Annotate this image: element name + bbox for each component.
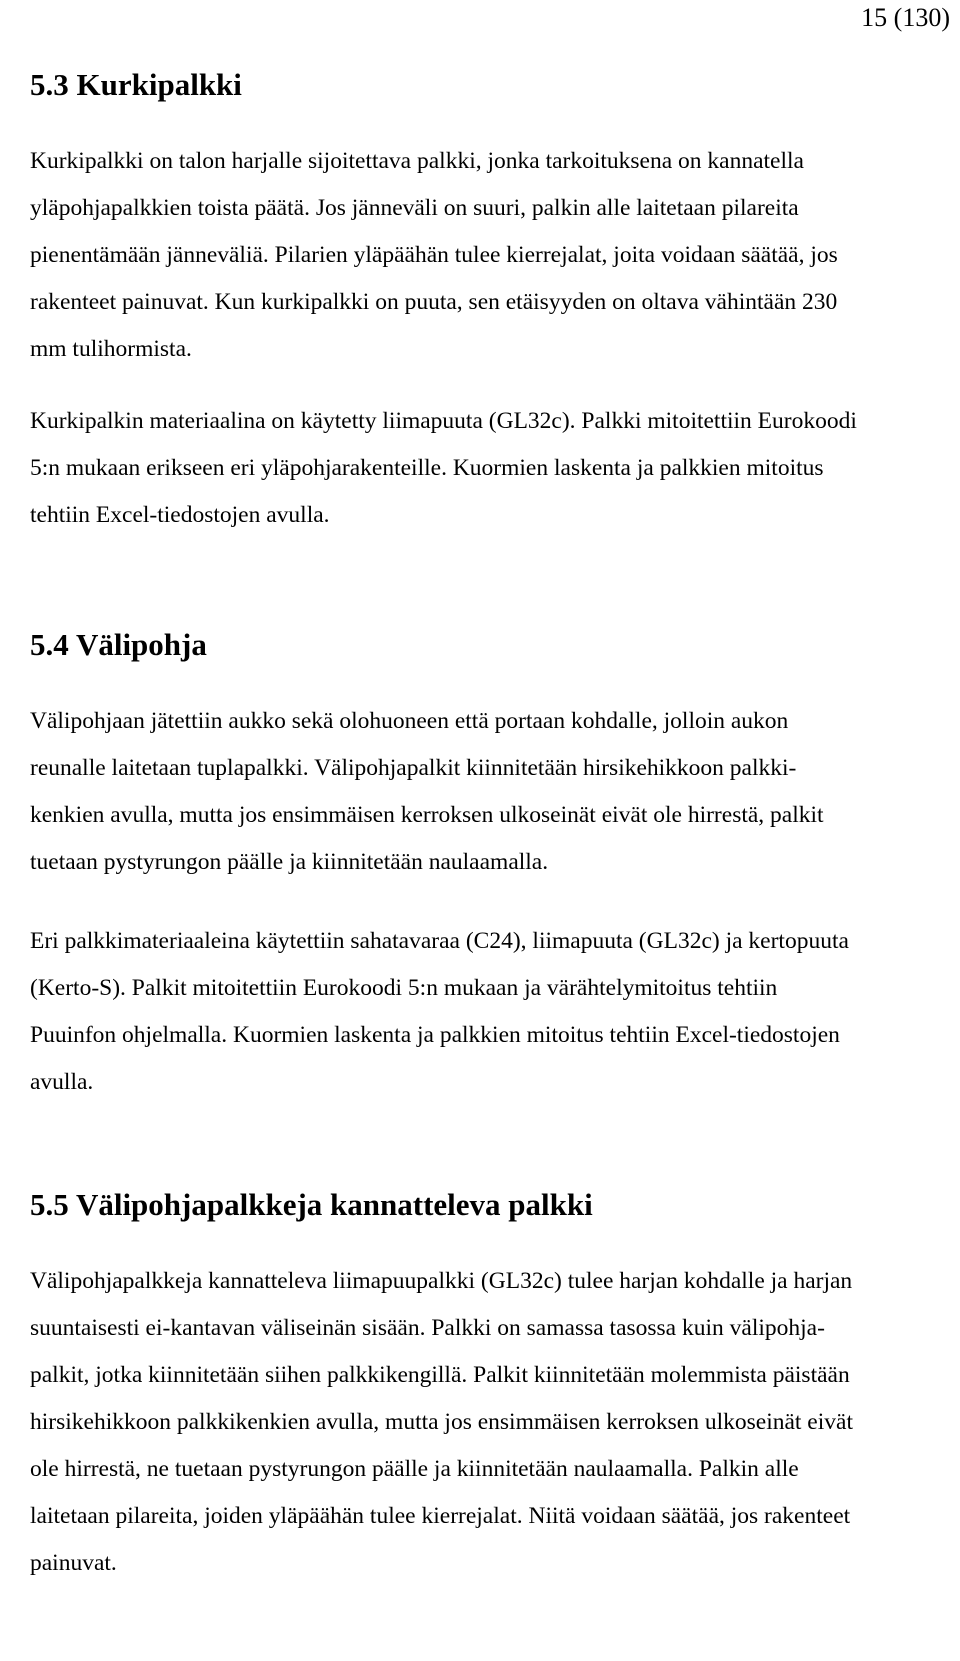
paragraph <box>30 1258 955 1587</box>
text-line: Kurkipalkki on talon harjalle sijoitettava palkki, jonka tarkoituksena on kannatella <box>30 148 804 174</box>
text-line: palkit, jotka kiinnitetään siihen palkkikengillä. Palkit kiinnitetään molemmista päistään <box>30 1362 850 1388</box>
text-line: mm tulihormista. <box>30 336 192 362</box>
section-5-3 <box>30 66 955 103</box>
section-heading: 5.3 Kurkipalkki <box>30 67 242 102</box>
text-line: tuetaan pystyrungon päälle ja kiinnitetään naulaamalla. <box>30 849 549 875</box>
text-line: reunalle laitetaan tuplapalkki. Välipohjapalkit kiinnitetään hirsikehikkoon palkki- <box>30 755 797 781</box>
paragraph <box>30 698 955 886</box>
section-5-5 <box>30 1186 955 1223</box>
text-line: laitetaan pilareita, joiden yläpäähän tulee kierrejalat. Niitä voidaan säätää, jos rakenteet <box>30 1503 851 1529</box>
paragraph-text <box>30 138 955 373</box>
text-line: kenkien avulla, mutta jos ensimmäisen kerroksen ulkoseinät eivät ole hirrestä, palkit <box>30 802 824 828</box>
text-line: 5:n mukaan erikseen eri yläpohjarakenteille. Kuormien laskenta ja palkkien mitoitus <box>30 455 824 481</box>
text-line: Puuinfon ohjelmalla. Kuormien laskenta ja palkkien mitoitus tehtiin Excel-tiedostojen <box>30 1022 840 1048</box>
paragraph <box>30 398 955 539</box>
text-line: pienentämään jänneväliä. Pilarien yläpäähän tulee kierrejalat, joita voidaan säätää, jos <box>30 242 838 268</box>
section-heading: 5.5 Välipohjapalkkeja kannatteleva palkki <box>30 1187 593 1222</box>
paragraph <box>30 918 955 1106</box>
text-line: Eri palkkimateriaaleina käytettiin sahatavaraa (C24), liimapuuta (GL32c) ja kertopuuta <box>30 928 849 954</box>
text-line: suuntaisesti ei-kantavan väliseinän sisään. Palkki on samassa tasossa kuin välipohja- <box>30 1315 825 1341</box>
text-line: yläpohjapalkkien toista päätä. Jos jänneväli on suuri, palkin alle laitetaan pilareita <box>30 195 799 221</box>
text-line: painuvat. <box>30 1550 117 1576</box>
text-line: avulla. <box>30 1069 94 1095</box>
text-line: Kurkipalkin materiaalina on käytetty liimapuuta (GL32c). Palkki mitoitettiin Eurokoodi <box>30 408 857 434</box>
paragraph-text <box>30 1258 955 1587</box>
text-line: hirsikehikkoon palkkikenkien avulla, mutta jos ensimmäisen kerroksen ulkoseinät eivät <box>30 1409 853 1435</box>
page-number: 15 (130) <box>861 3 950 32</box>
text-line: tehtiin Excel-tiedostojen avulla. <box>30 502 330 528</box>
paragraph <box>30 138 955 373</box>
text-line: Välipohjapalkkeja kannatteleva liimapuupalkki (GL32c) tulee harjan kohdalle ja harjan <box>30 1268 853 1294</box>
text-line: Välipohjaan jätettiin aukko sekä olohuoneen että portaan kohdalle, jolloin aukon <box>30 708 789 734</box>
text-line: ole hirrestä, ne tuetaan pystyrungon päälle ja kiinnitetään naulaamalla. Palkin alle <box>30 1456 799 1482</box>
text-line: (Kerto-S). Palkit mitoitettiin Eurokoodi 5:n mukaan ja värähtelymitoitus tehtiin <box>30 975 778 1001</box>
paragraph-text <box>30 698 955 886</box>
paragraph-text <box>30 918 955 1106</box>
section-5-4 <box>30 626 955 663</box>
section-heading: 5.4 Välipohja <box>30 627 207 662</box>
paragraph-text <box>30 398 955 539</box>
text-line: rakenteet painuvat. Kun kurkipalkki on puuta, sen etäisyyden on oltava vähintään 230 <box>30 289 838 315</box>
